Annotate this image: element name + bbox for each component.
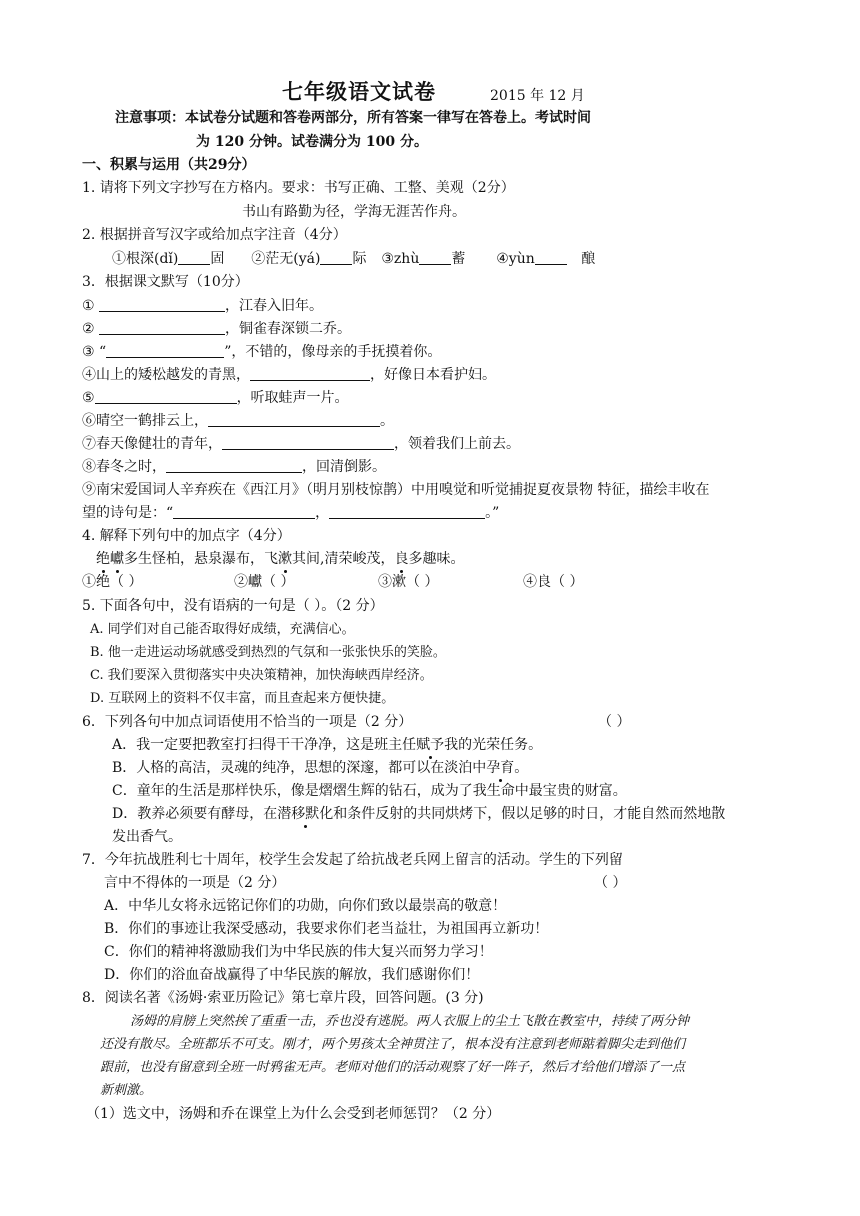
option-text: D．教养必须要有酵母，在 [112, 806, 278, 822]
line-text: ⑧春冬之时， [82, 459, 166, 475]
q4-answer-3: ③漱（ ） [378, 574, 439, 590]
line-text: ，回清倒影。 [302, 459, 386, 475]
passage-line-2: 还没有散尽。全班都乐不可支。刚才，两个男孩太全神贯注了，根本没有注意到老师踮着脚尖走到他们 [100, 1037, 686, 1052]
recite-line-2 [82, 319, 351, 339]
section-heading: 一、积累与运用（共29分） [82, 157, 256, 173]
line-number: ① [82, 298, 95, 314]
q7-option-b: B．你们的事迹让我深受感动，我要求你们老当益壮，为祖国再立新功！ [104, 921, 549, 937]
q6-option-d [112, 804, 725, 824]
q7-option-d: D．你们的浴血奋战赢得了中华民族的解放，我们感谢你们！ [104, 967, 480, 983]
answer-blank[interactable] [320, 250, 352, 265]
passage-line-4: 新刺激。 [100, 1083, 153, 1098]
line-text: ⑥晴空一鹤排云上， [82, 413, 208, 429]
q6-answer-paren: （ ） [598, 714, 631, 730]
passage-line-1: 汤姆的肩膀上突然挨了重重一击，乔也没有逃脱。两人衣服上的尘土飞散在教室中，持续了两分钟 [130, 1014, 690, 1029]
pinyin-items [112, 249, 595, 269]
pinyin-item-4-tail: 酿 [581, 251, 596, 267]
sentence-text: 多趣味。 [408, 551, 465, 567]
question-2: 2. 根据拼音写汉字或给加点字注音（4分） [82, 227, 347, 243]
q8-subquestion-1: （1）选文中，汤姆和乔在课堂上为什么会受到老师惩罚？（2 分） [86, 1106, 501, 1122]
answer-blank[interactable] [329, 504, 485, 519]
line-text: ，铜雀春深锁二乔。 [225, 321, 352, 337]
notice-line-2: 为 120 分钟。试卷满分为 100 分。 [196, 134, 428, 150]
line-text: ，江春入旧年。 [225, 298, 324, 314]
line-text: 。” [485, 505, 500, 521]
q5-option-c: C. 我们要深入贯彻落实中央决策精神，加快海峡西岸经济。 [90, 668, 433, 683]
recite-line-4 [82, 365, 496, 385]
pinyin-item-3-tail: 蓄 [451, 251, 466, 267]
question-7-cont: 言中不得体的一项是（2 分） [104, 875, 286, 891]
pinyin-item-2: ②茫无(yá) [251, 251, 321, 267]
line-text: 望的诗句是：“ [82, 505, 174, 521]
answer-blank[interactable] [99, 297, 225, 312]
line-text: 。 [380, 413, 394, 429]
q7-option-a: A．中华儿女将永远铭记你们的功勋，向你们致以最崇高的敬意！ [104, 898, 507, 914]
q5-option-b: B. 他一走进运动场就感受到热烈的气氛和一张张快乐的笑脸。 [90, 645, 446, 660]
passage-line-3: 跟前，也没有留意到全班一时鸦雀无声。老师对他们的活动观察了好一阵子，然后才给他们增添了一点 [100, 1060, 686, 1075]
line-text: ④山上的矮松越发的青黑， [82, 367, 250, 383]
q7-option-c: C．你们的精神将激励我们为中华民族的伟大复兴而努力学习！ [104, 944, 493, 960]
line-text: ，领着我们上前去。 [394, 436, 520, 452]
line-text: ”，不错的，像母亲的手抚摸着你。 [224, 344, 442, 360]
recite-line-3 [82, 342, 441, 362]
question-4: 4. 解释下列句中的加点字（4分） [82, 528, 291, 544]
line-text: ⑦春天像健壮的青年， [82, 436, 222, 452]
pinyin-item-4: ④yùn [496, 251, 535, 267]
line-number: ③ [82, 344, 95, 360]
sentence-text: 其间,清荣峻茂， [292, 551, 395, 567]
question-1: 1. 请将下列文字抄写在方格内。要求：书写正确、工整、美观（2分） [82, 180, 515, 196]
line-number: ⑤ [82, 390, 95, 406]
option-text: 。 [514, 760, 529, 776]
answer-blank[interactable] [166, 458, 302, 473]
q4-answer-1: ①绝（ ） [82, 574, 143, 590]
option-text: A．我一定要把教室打扫得干干净净，这是班主任 [112, 737, 417, 753]
recite-line-9: ⑨南宋爱国词人辛弃疾在《西江月》（明月别枝惊鹊）中用嗅觉和听觉捕捉夏夜景物 特征，描绘丰收在 [82, 482, 710, 498]
answer-blank[interactable] [173, 504, 315, 519]
answer-blank[interactable] [106, 343, 224, 358]
q6-option-a [112, 735, 542, 755]
dotted-char: 漱 [278, 551, 292, 567]
page-title: 七年级语文试卷 [282, 79, 436, 104]
recite-line-5 [82, 388, 349, 408]
recite-line-6 [82, 411, 394, 431]
question-8: 8．阅读名著《汤姆·索亚历险记》第七章片段，回答问题。(3 分) [82, 990, 484, 1006]
q6-option-d-cont: 发出香气。 [112, 829, 182, 845]
pinyin-item-1: ①根深(dǐ) [112, 251, 179, 267]
line-text: ，听取蛙声一片。 [236, 390, 349, 406]
recite-line-1 [82, 296, 323, 316]
q6-option-b [112, 758, 528, 778]
recite-line-9-cont [82, 503, 499, 523]
option-text: 我的光荣任务。 [444, 737, 543, 753]
pinyin-item-1-tail: 固 [210, 251, 225, 267]
line-number: ② [82, 321, 95, 337]
answer-blank[interactable] [250, 366, 370, 381]
line-text: ，好像日本看护妇。 [370, 367, 496, 383]
dotted-word: 潜移默化 [277, 806, 334, 822]
question-6: 6．下列各句中加点词语使用不恰当的一项是（2 分） [82, 714, 413, 730]
q6-option-c: C．童年的生活是那样快乐，像是熠熠生辉的钻石，成为了我生命中最宝贵的财富。 [112, 783, 627, 799]
answer-blank[interactable] [419, 250, 451, 265]
answer-blank[interactable] [535, 250, 567, 265]
dotted-word: 赋予 [416, 737, 445, 753]
question-5: 5. 下面各句中，没有语病的一句是（ ）。（2 分） [82, 598, 384, 614]
sentence-text: 多生怪柏，悬泉瀑布，飞 [124, 551, 278, 567]
option-text: B．人格的高洁，灵魂的纯净，思想的深邃，都可以在淡泊中 [112, 760, 487, 776]
pinyin-item-2-tail: 际 [352, 251, 367, 267]
q5-option-a: A. 同学们对自己能否取得好成绩，充满信心。 [90, 622, 355, 637]
q4-sentence [96, 549, 464, 569]
q4-answer-2: ②巘（ ） [234, 574, 295, 590]
dotted-word: 孕育 [486, 760, 515, 776]
question-3: 3．根据课文默写（10分） [82, 274, 249, 290]
open-quote: “ [99, 344, 107, 360]
answer-blank[interactable] [178, 250, 210, 265]
notice-line-1: 注意事项：本试卷分试题和答卷两部分，所有答案一律写在答卷上。考试时间 [115, 110, 591, 126]
dotted-char: 良 [394, 551, 409, 567]
recite-line-8 [82, 457, 386, 477]
q4-answer-4: ④良（ ） [523, 574, 584, 590]
q7-answer-paren: （ ） [594, 875, 627, 891]
question-7: 7．今年抗战胜利七十周年，校学生会发起了给抗战老兵网上留言的活动。学生的下列留 [82, 852, 623, 868]
option-text: 和条件反射的共同烘烤下，假以足够的时日，才能自然而然地散 [333, 806, 726, 822]
answer-blank[interactable] [95, 389, 237, 404]
pinyin-item-3: ③zhù [381, 251, 420, 267]
copy-text: 书山有路勤为径，学海无涯苦作舟。 [242, 204, 466, 220]
recite-line-7 [82, 434, 520, 454]
dotted-char: 绝 [96, 551, 110, 567]
dotted-char: 巘 [110, 551, 124, 567]
q5-option-d: D. 互联网上的资料不仅丰富，而且查起来方便快捷。 [90, 691, 395, 706]
answer-blank[interactable] [208, 412, 380, 427]
answer-blank[interactable] [99, 320, 225, 335]
comma: ， [315, 505, 330, 521]
exam-date: 2015 年 12 月 [490, 88, 585, 104]
answer-blank[interactable] [222, 435, 394, 450]
